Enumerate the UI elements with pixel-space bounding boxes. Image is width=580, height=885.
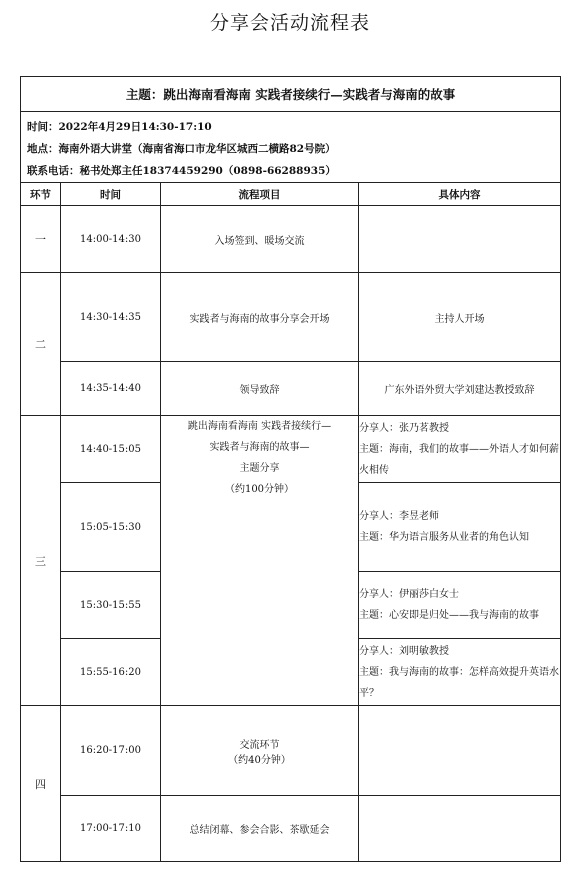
topic-line: 主题：华为语言服务从业者的角色认知 xyxy=(359,532,529,543)
session-line: （约100分钟） xyxy=(224,484,295,495)
info-row xyxy=(21,112,561,183)
event-time: 时间：2022年4月29日14:30-17:10 xyxy=(27,121,212,133)
detail-cell xyxy=(359,796,561,862)
time-cell: 14:00-14:30 xyxy=(61,206,161,273)
speaker-line: 分享人：刘明敏教授 xyxy=(359,645,449,657)
time-cell: 16:20-17:00 xyxy=(61,706,161,796)
time-cell: 15:30-15:55 xyxy=(61,572,161,639)
event-place: 地点：海南外语大讲堂（海南省海口市龙华区城西二横路82号院） xyxy=(27,143,336,155)
document-title: 分享会活动流程表 xyxy=(209,12,370,34)
detail-cell: 主持人开场 xyxy=(359,273,561,362)
speaker-line: 分享人：张乃茗教授 xyxy=(359,422,449,434)
time-cell: 14:40-15:05 xyxy=(61,416,161,483)
table-row xyxy=(21,796,561,862)
time-cell: 14:30-14:35 xyxy=(61,273,161,362)
topic-line: 主题：心安即是归处——我与海南的故事 xyxy=(359,610,539,621)
segment-label: 三 xyxy=(21,416,61,706)
segment-label: 二 xyxy=(21,273,61,416)
item-cell: 实践者与海南的故事分享会开场 xyxy=(161,273,359,362)
table-row xyxy=(21,416,561,483)
speaker-line: 分享人：伊丽莎白女士 xyxy=(359,589,459,600)
schedule-table xyxy=(20,76,561,862)
table-row xyxy=(21,706,561,796)
item-cell: 入场签到、暖场交流 xyxy=(161,206,359,273)
table-row xyxy=(21,206,561,273)
event-contact: 联系电话：秘书处郑主任18374459290（0898-66288935） xyxy=(27,165,336,177)
item-cell: 总结闭幕、参会合影、茶歇延会 xyxy=(161,796,359,862)
header-row xyxy=(21,183,561,206)
item-line: 交流环节 xyxy=(239,739,280,751)
segment-label: 一 xyxy=(21,206,61,273)
theme-row xyxy=(21,77,561,112)
item-cell xyxy=(161,706,359,796)
session-line: 主题分享 xyxy=(239,463,280,474)
item-line: （约40分钟） xyxy=(228,754,291,766)
table-row xyxy=(21,362,561,416)
time-cell: 15:55-16:20 xyxy=(61,639,161,706)
item-cell: 领导致辞 xyxy=(161,362,359,416)
time-cell: 14:35-14:40 xyxy=(61,362,161,416)
time-cell: 15:05-15:30 xyxy=(61,483,161,572)
detail-cell xyxy=(359,706,561,796)
session-item-cell xyxy=(161,416,359,706)
header-detail: 具体内容 xyxy=(359,183,561,206)
header-item: 流程项目 xyxy=(161,183,359,206)
topic-line: 主题：海南，我们的故事——外语人才如何薪火相传 xyxy=(359,443,559,476)
segment-label: 四 xyxy=(21,706,61,862)
speaker-detail xyxy=(359,483,561,572)
session-line: 实践者与海南的故事— xyxy=(209,442,310,453)
speaker-detail xyxy=(359,416,561,483)
speaker-detail xyxy=(359,572,561,639)
theme-heading: 主题：跳出海南看海南 实践者接续行—实践者与海南的故事 xyxy=(21,77,561,112)
detail-cell: 广东外语外贸大学刘建达教授致辞 xyxy=(359,362,561,416)
topic-line: 主题：我与海南的故事：怎样高效提升英语水平？ xyxy=(359,666,559,699)
session-line: 跳出海南看海南 实践者接续行— xyxy=(187,421,332,432)
speaker-detail xyxy=(359,639,561,706)
table-row xyxy=(21,273,561,362)
detail-cell xyxy=(359,206,561,273)
speaker-line: 分享人：李昱老师 xyxy=(359,511,439,522)
header-segment: 环节 xyxy=(21,183,61,206)
header-time: 时间 xyxy=(61,183,161,206)
event-info xyxy=(21,112,561,183)
time-cell: 17:00-17:10 xyxy=(61,796,161,862)
